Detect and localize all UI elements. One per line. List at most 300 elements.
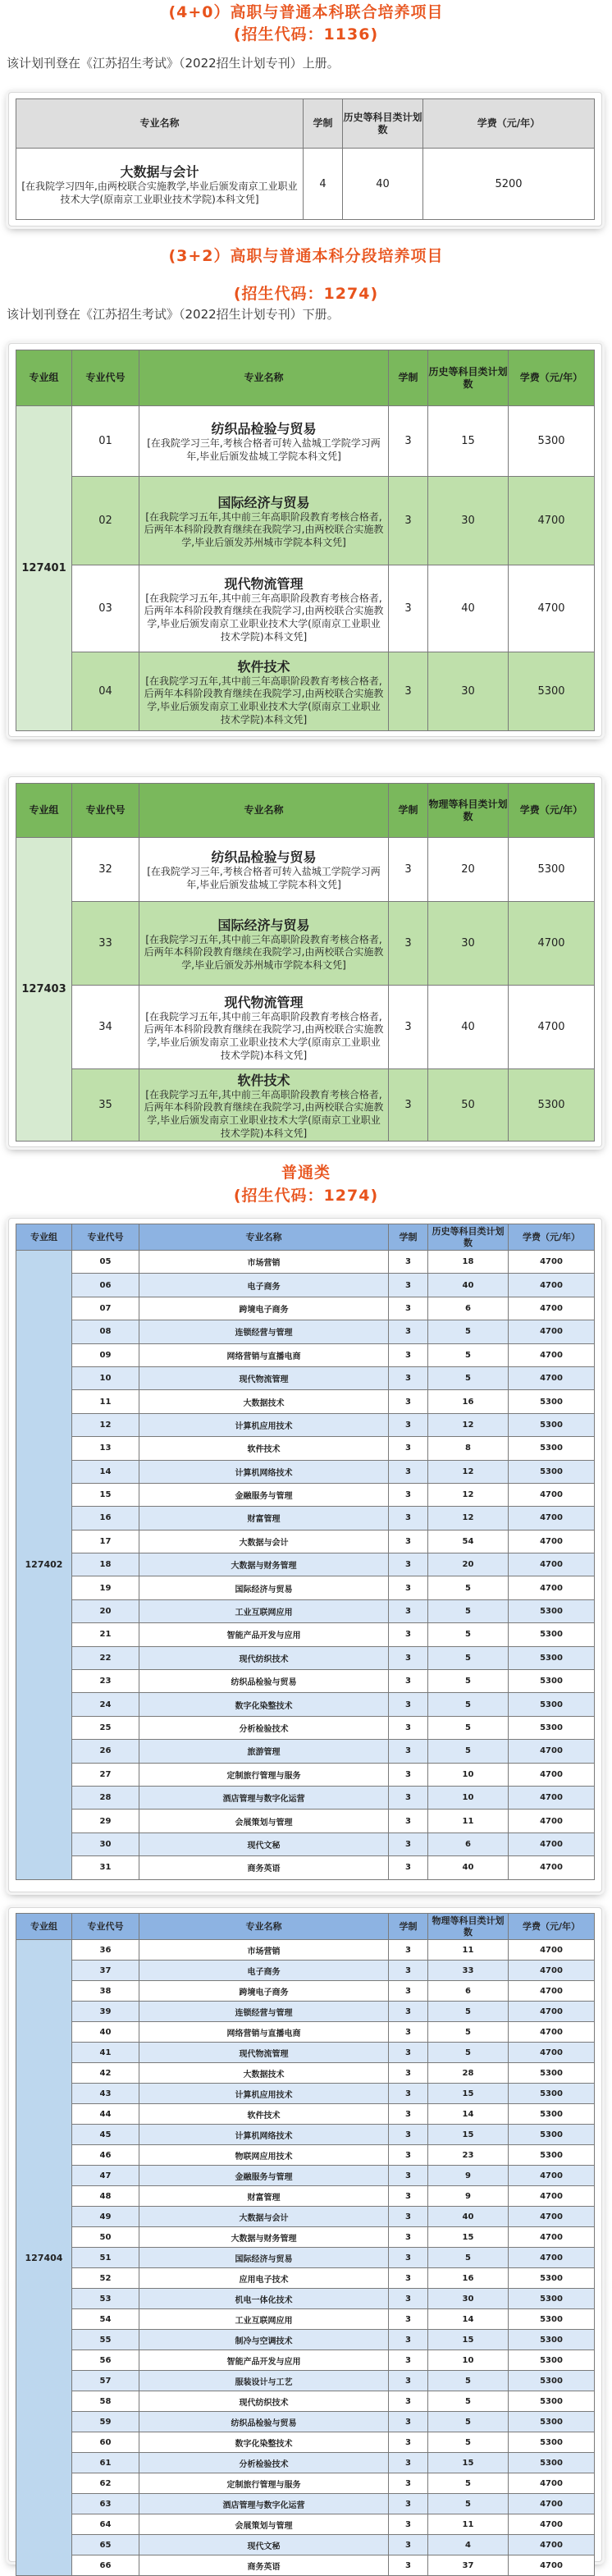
t1-header-name: 专业名称 (16, 99, 304, 149)
table5-cell-fee: 4700 (509, 2043, 595, 2063)
table4-cell-xz: 3 (389, 1274, 428, 1297)
table5-cell-xz: 3 (389, 2535, 428, 2555)
table1 (16, 98, 595, 220)
t3-code: 32 (72, 838, 139, 902)
table5-cell-xz: 3 (389, 2555, 428, 2576)
t4-header-name: 专业名称 (139, 1224, 389, 1251)
table4-cell-name: 计算机应用技术 (139, 1413, 389, 1436)
t4-header-plan: 历史等科目类计划数 (428, 1224, 509, 1251)
t3-major-name: 现代物流管理 (224, 994, 304, 1010)
table-row (16, 1366, 595, 1389)
table4-cell-code: 14 (72, 1460, 139, 1483)
table-row (16, 2022, 595, 2043)
table5-cell-name: 物联网应用技术 (139, 2145, 389, 2166)
table4-cell-fee: 4700 (509, 1507, 595, 1530)
table4-cell-plan: 20 (428, 1553, 509, 1576)
t5-header-plan: 物理等科目类计划数 (428, 1914, 509, 1940)
table5-cell-code: 66 (72, 2555, 139, 2576)
table4-cell-plan: 16 (428, 1390, 509, 1413)
table4-cell-xz: 3 (389, 1763, 428, 1786)
t2-major-name: 国际经济与贸易 (217, 494, 310, 510)
table5-cell-plan: 30 (428, 2289, 509, 2309)
t3-major-name: 软件技术 (237, 1072, 290, 1088)
table4-cell-xz: 3 (389, 1413, 428, 1436)
table5-cell-name: 纺织品检验与贸易 (139, 2412, 389, 2432)
table5-box (8, 1907, 602, 2572)
t2-code: 03 (72, 565, 139, 652)
table-row (16, 2248, 595, 2268)
table5-cell-plan: 9 (428, 2186, 509, 2207)
table4-cell-plan: 8 (428, 1437, 509, 1460)
table5-cell-code: 65 (72, 2535, 139, 2555)
t1-header-fee: 学费（元/年） (423, 99, 595, 149)
table5-cell-name: 连锁经营与管理 (139, 2002, 389, 2022)
t2-code: 04 (72, 652, 139, 731)
table4-cell-fee: 4700 (509, 1576, 595, 1599)
table5-cell-xz: 3 (389, 2207, 428, 2227)
table-row (16, 1981, 595, 2002)
table4-cell-plan: 10 (428, 1786, 509, 1809)
table5-cell-plan: 15 (428, 2330, 509, 2350)
t3-major-desc: [在我院学习三年,考核合格者可转入盐城工学院学习两年,毕业后颁发盐城工学院本科文凭] (147, 866, 381, 890)
table5-cell-name: 金融服务与管理 (139, 2166, 389, 2186)
table4-cell-xz: 3 (389, 1320, 428, 1343)
table5-cell-plan: 11 (428, 2514, 509, 2535)
table5-cell-name: 数字化染整技术 (139, 2432, 389, 2453)
table4-cell-code: 20 (72, 1599, 139, 1622)
table5-cell-code: 60 (72, 2432, 139, 2453)
table5-cell-fee: 4700 (509, 2555, 595, 2576)
table5-cell-xz: 3 (389, 2268, 428, 2289)
t2-major-desc: [在我院学习三年,考核合格者可转入盐城工学院学习两年,毕业后颁发盐城工学院本科文凭] (147, 437, 381, 462)
table4-cell-plan: 5 (428, 1343, 509, 1366)
table-row (16, 2350, 595, 2371)
table5-cell-name: 现代物流管理 (139, 2043, 389, 2063)
table2-box (8, 343, 602, 737)
table5-cell-fee: 5300 (509, 2350, 595, 2371)
table-row (16, 1810, 595, 1832)
table4-cell-plan: 5 (428, 1740, 509, 1763)
table4-cell-xz: 3 (389, 1366, 428, 1389)
t3-code: 33 (72, 902, 139, 986)
table4-cell-code: 26 (72, 1740, 139, 1763)
table4-cell-plan: 5 (428, 1366, 509, 1389)
table1-box (8, 92, 602, 226)
table3-box (8, 776, 602, 1147)
table5-cell-fee: 4700 (509, 2002, 595, 2022)
table4-cell-xz: 3 (389, 1343, 428, 1366)
table4-cell-plan: 12 (428, 1483, 509, 1506)
table5-cell-xz: 3 (389, 2514, 428, 2535)
t3-header-fee: 学费（元/年） (509, 784, 595, 838)
table-row (16, 2494, 595, 2514)
table-row (16, 2104, 595, 2125)
table4-cell-code: 17 (72, 1530, 139, 1553)
table5-cell-code: 43 (72, 2084, 139, 2104)
table5-cell-plan: 5 (428, 2248, 509, 2268)
table-row (16, 2391, 595, 2412)
table4-cell-fee: 4700 (509, 1832, 595, 1855)
table5-cell-xz: 3 (389, 2043, 428, 2063)
table-row (16, 2145, 595, 2166)
table5-cell-xz: 3 (389, 1940, 428, 1961)
t3-major-name: 国际经济与贸易 (217, 917, 310, 933)
table4-cell-code: 10 (72, 1366, 139, 1389)
table4-cell-plan: 40 (428, 1856, 509, 1879)
table5-cell-plan: 15 (428, 2125, 509, 2145)
table5-cell-name: 商务英语 (139, 2555, 389, 2576)
table4-cell-fee: 4700 (509, 1856, 595, 1879)
table4-cell-name: 大数据技术 (139, 1390, 389, 1413)
table5-cell-fee: 4700 (509, 2473, 595, 2494)
table4-cell-xz: 3 (389, 1786, 428, 1809)
table4-cell-fee: 4700 (509, 1530, 595, 1553)
table-row (16, 1716, 595, 1739)
table4-cell-fee: 4700 (509, 1251, 595, 1274)
table4-cell-code: 16 (72, 1507, 139, 1530)
table4-cell-name: 现代物流管理 (139, 1366, 389, 1389)
table5-cell-fee: 4700 (509, 2535, 595, 2555)
table5-cell-fee: 5300 (509, 2125, 595, 2145)
table5-cell-code: 46 (72, 2145, 139, 2166)
table4-cell-code: 09 (72, 1343, 139, 1366)
t2-fee: 4700 (509, 477, 595, 565)
table5-cell-plan: 4 (428, 2535, 509, 2555)
table4-cell-name: 大数据与财务管理 (139, 1553, 389, 1576)
table5-cell-plan: 28 (428, 2063, 509, 2084)
t2-major-name: 软件技术 (237, 658, 290, 675)
table4-body (16, 1251, 595, 1880)
t3-fee: 5300 (509, 1069, 595, 1142)
t2-major-cell (139, 406, 389, 477)
table5-cell-xz: 3 (389, 1981, 428, 2002)
t3-major-cell (139, 902, 389, 986)
table5-cell-fee: 5300 (509, 2104, 595, 2125)
table4-cell-code: 07 (72, 1297, 139, 1320)
table-row (16, 1856, 595, 1879)
t3-fee: 4700 (509, 902, 595, 986)
table4-cell-name: 大数据与会计 (139, 1530, 389, 1553)
table5-cell-plan: 6 (428, 1981, 509, 2002)
table4-cell-code: 22 (72, 1646, 139, 1669)
table5-cell-name: 大数据技术 (139, 2063, 389, 2084)
table4-cell-plan: 5 (428, 1670, 509, 1693)
table4-cell-fee: 4700 (509, 1740, 595, 1763)
table5-cell-fee: 5300 (509, 2063, 595, 2084)
t3-header-name: 专业名称 (139, 784, 389, 838)
table-row (16, 1786, 595, 1809)
table5-cell-plan: 14 (428, 2309, 509, 2330)
table-row (16, 1576, 595, 1599)
table-row (16, 1763, 595, 1786)
table4-cell-xz: 3 (389, 1832, 428, 1855)
t2-xz: 3 (389, 565, 428, 652)
table5-cell-fee: 4700 (509, 2248, 595, 2268)
table4-cell-plan: 5 (428, 1576, 509, 1599)
t1-plan: 40 (343, 149, 423, 220)
table4-cell-plan: 11 (428, 1810, 509, 1832)
table5-cell-code: 63 (72, 2494, 139, 2514)
t2-fee: 5300 (509, 406, 595, 477)
t3-header-group: 专业组 (16, 784, 72, 838)
table5-cell-plan: 15 (428, 2453, 509, 2473)
table4-cell-fee: 4700 (509, 1343, 595, 1366)
table-row (16, 1343, 595, 1366)
table4-group: 127402 (16, 1251, 72, 1880)
table4-cell-xz: 3 (389, 1740, 428, 1763)
t2-code: 02 (72, 477, 139, 565)
t3-plan: 20 (428, 838, 509, 902)
t3-header-plan: 物理等科目类计划数 (428, 784, 509, 838)
table-row (16, 2063, 595, 2084)
table5-cell-xz: 3 (389, 2391, 428, 2412)
table5-cell-name: 大数据与财务管理 (139, 2227, 389, 2248)
t2-header-fee: 学费（元/年） (509, 350, 595, 406)
table5-cell-fee: 5300 (509, 2268, 595, 2289)
t2-plan: 15 (428, 406, 509, 477)
table5-cell-fee: 5300 (509, 2432, 595, 2453)
table5-cell-xz: 3 (389, 2412, 428, 2432)
table5-cell-name: 现代纺织技术 (139, 2391, 389, 2412)
table-row (16, 1670, 595, 1693)
table5-cell-xz: 3 (389, 2289, 428, 2309)
t2-major-desc: [在我院学习五年,其中前三年高职阶段教育考核合格者,后两年本科阶段教育继续在我院学习,由两校联合实施教学,毕业后颁发南京工业职业技术大学(原南京工业职业技术学院)本科文凭] (144, 675, 384, 725)
t2-plan: 40 (428, 565, 509, 652)
table4-cell-fee: 4700 (509, 1810, 595, 1832)
table4-cell-plan: 10 (428, 1763, 509, 1786)
table5-cell-xz: 3 (389, 2371, 428, 2391)
table5-cell-fee: 4700 (509, 2186, 595, 2207)
table5-cell-name: 跨境电子商务 (139, 1981, 389, 2002)
table5-cell-code: 45 (72, 2125, 139, 2145)
table4-cell-xz: 3 (389, 1646, 428, 1669)
section2-code: (招生代码：1274) (233, 285, 379, 303)
table4-box (8, 1218, 602, 1892)
table5-cell-code: 44 (72, 2104, 139, 2125)
table5-cell-xz: 3 (389, 2063, 428, 2084)
t3-plan: 40 (428, 986, 509, 1069)
table-row (16, 2043, 595, 2063)
table4-cell-plan: 6 (428, 1832, 509, 1855)
table5-cell-fee: 5300 (509, 2412, 595, 2432)
table5-cell-plan: 16 (428, 2268, 509, 2289)
table-row (16, 2432, 595, 2453)
table5-cell-name: 现代文秘 (139, 2535, 389, 2555)
table5-cell-plan: 5 (428, 2371, 509, 2391)
table4-cell-name: 国际经济与贸易 (139, 1576, 389, 1599)
table5-cell-code: 64 (72, 2514, 139, 2535)
table5-cell-name: 网络营销与直播电商 (139, 2022, 389, 2043)
table5-cell-code: 39 (72, 2002, 139, 2022)
table4-cell-fee: 5300 (509, 1390, 595, 1413)
table5-cell-fee: 4700 (509, 2207, 595, 2227)
table4-cell-name: 市场营销 (139, 1251, 389, 1274)
table4-cell-xz: 3 (389, 1576, 428, 1599)
t3-major-name: 纺织品检验与贸易 (211, 849, 317, 866)
table4-cell-code: 25 (72, 1716, 139, 1739)
table5-cell-plan: 14 (428, 2104, 509, 2125)
table4-cell-plan: 5 (428, 1320, 509, 1343)
t3-major-desc: [在我院学习五年,其中前三年高职阶段教育考核合格者,后两年本科阶段教育继续在我院学习,由两校联合实施教学,毕业后颁发苏州城市学院本科文凭] (144, 933, 384, 971)
t2-fee: 5300 (509, 652, 595, 731)
table4-cell-name: 纺织品检验与贸易 (139, 1670, 389, 1693)
table-row (16, 2371, 595, 2391)
table4-cell-xz: 3 (389, 1437, 428, 1460)
t2-plan: 30 (428, 652, 509, 731)
table-row (16, 2227, 595, 2248)
table4-cell-plan: 5 (428, 1623, 509, 1646)
table4-cell-plan: 5 (428, 1716, 509, 1739)
table4-cell-name: 电子商务 (139, 1274, 389, 1297)
table-row (16, 2166, 595, 2186)
table5-cell-plan: 23 (428, 2145, 509, 2166)
t2-header-group: 专业组 (16, 350, 72, 406)
t2-xz: 3 (389, 477, 428, 565)
table4-cell-plan: 12 (428, 1460, 509, 1483)
table4-cell-plan: 54 (428, 1530, 509, 1553)
table4-cell-name: 工业互联网应用 (139, 1599, 389, 1622)
t3-code: 35 (72, 1069, 139, 1142)
t3-major-desc: [在我院学习五年,其中前三年高职阶段教育考核合格者,后两年本科阶段教育继续在我院学习,由两校联合实施教学,毕业后颁发南京工业职业技术大学(原南京工业职业技术学院)本科文凭] (144, 1088, 384, 1139)
table5-cell-code: 52 (72, 2268, 139, 2289)
table4-cell-fee: 5300 (509, 1460, 595, 1483)
table-row (16, 2555, 595, 2576)
table4-cell-code: 18 (72, 1553, 139, 1576)
table5-cell-code: 57 (72, 2371, 139, 2391)
table4-cell-name: 软件技术 (139, 1437, 389, 1460)
t3-xz: 3 (389, 986, 428, 1069)
table5-cell-plan: 5 (428, 2022, 509, 2043)
table5-cell-plan: 5 (428, 2432, 509, 2453)
t3-fee: 4700 (509, 986, 595, 1069)
table4-cell-fee: 4700 (509, 1366, 595, 1389)
table5-cell-plan: 15 (428, 2227, 509, 2248)
section2-note: 该计划刊登在《江苏招生考试》（2022招生计划专刊）下册。 (7, 307, 340, 322)
table-row (16, 1940, 595, 1961)
t4-header-fee: 学费（元/年） (509, 1224, 595, 1251)
table5-cell-xz: 3 (389, 2166, 428, 2186)
t1-fee: 5200 (423, 149, 595, 220)
table5-cell-plan: 11 (428, 1940, 509, 1961)
table4-cell-xz: 3 (389, 1623, 428, 1646)
table-row (16, 2186, 595, 2207)
table4-cell-xz: 3 (389, 1251, 428, 1274)
table5-cell-plan: 5 (428, 2043, 509, 2063)
table2 (16, 350, 595, 731)
t5-header-group: 专业组 (16, 1914, 72, 1940)
table5-cell-fee: 4700 (509, 2494, 595, 2514)
table5-cell-plan: 33 (428, 1961, 509, 1981)
table-row (16, 2002, 595, 2022)
t1-header-xz: 学制 (304, 99, 343, 149)
table5-cell-code: 58 (72, 2391, 139, 2412)
table-row (16, 2207, 595, 2227)
table4-cell-code: 23 (72, 1670, 139, 1693)
table4-cell-code: 12 (72, 1413, 139, 1436)
t2-xz: 3 (389, 406, 428, 477)
t1-xz: 4 (304, 149, 343, 220)
table-row (16, 2453, 595, 2473)
t5-header-fee: 学费（元/年） (509, 1914, 595, 1940)
t1-major-cell (16, 149, 304, 220)
table5-cell-name: 会展策划与管理 (139, 2514, 389, 2535)
table4-cell-name: 分析检验技术 (139, 1716, 389, 1739)
table5-cell-name: 软件技术 (139, 2104, 389, 2125)
table4-cell-code: 28 (72, 1786, 139, 1809)
table5-cell-code: 51 (72, 2248, 139, 2268)
table4-cell-code: 13 (72, 1437, 139, 1460)
table4-cell-fee: 5300 (509, 1437, 595, 1460)
section1-title: (4+0）高职与普通本科联合培养项目 (168, 3, 444, 21)
table5-cell-xz: 3 (389, 2084, 428, 2104)
table5-cell-xz: 3 (389, 2453, 428, 2473)
table4-cell-xz: 3 (389, 1297, 428, 1320)
table-row (16, 1623, 595, 1646)
table5-cell-name: 分析检验技术 (139, 2453, 389, 2473)
table5-cell-fee: 5300 (509, 2084, 595, 2104)
table5-cell-code: 38 (72, 1981, 139, 2002)
t5-header-name: 专业名称 (139, 1914, 389, 1940)
table5-cell-plan: 5 (428, 2002, 509, 2022)
table4-cell-plan: 5 (428, 1693, 509, 1716)
table5 (16, 1913, 595, 2576)
section3-title: 普通类 (281, 1164, 331, 1182)
table4-cell-fee: 5300 (509, 1670, 595, 1693)
table4-cell-code: 05 (72, 1251, 139, 1274)
t3-plan: 30 (428, 902, 509, 986)
table5-cell-code: 54 (72, 2309, 139, 2330)
table4-cell-fee: 4700 (509, 1553, 595, 1576)
table4-cell-xz: 3 (389, 1693, 428, 1716)
table5-cell-fee: 5300 (509, 2289, 595, 2309)
table5-group: 127404 (16, 1940, 72, 2576)
table5-cell-name: 电子商务 (139, 1961, 389, 1981)
table5-cell-fee: 5300 (509, 2453, 595, 2473)
t2-plan: 30 (428, 477, 509, 565)
table5-cell-xz: 3 (389, 2309, 428, 2330)
table4-cell-code: 24 (72, 1693, 139, 1716)
table5-body (16, 1940, 595, 2576)
table4-cell-fee: 4700 (509, 1274, 595, 1297)
table5-cell-fee: 5300 (509, 2309, 595, 2330)
t3-group: 127403 (16, 838, 72, 1142)
table5-cell-code: 47 (72, 2166, 139, 2186)
table-row (16, 1832, 595, 1855)
table4-cell-xz: 3 (389, 1390, 428, 1413)
table-row (16, 2514, 595, 2535)
t2-header-plan: 历史等科目类计划数 (428, 350, 509, 406)
table4-cell-name: 会展策划与管理 (139, 1810, 389, 1832)
table5-cell-plan: 9 (428, 2166, 509, 2186)
table4-cell-code: 06 (72, 1274, 139, 1297)
table4-cell-plan: 18 (428, 1251, 509, 1274)
table4-cell-name: 跨境电子商务 (139, 1297, 389, 1320)
table4-cell-code: 19 (72, 1576, 139, 1599)
table-row (16, 2330, 595, 2350)
t2-major-cell (139, 477, 389, 565)
table-row (16, 2084, 595, 2104)
table5-cell-fee: 4700 (509, 1981, 595, 2002)
table5-cell-name: 服装设计与工艺 (139, 2371, 389, 2391)
table4-cell-name: 网络营销与直播电商 (139, 1343, 389, 1366)
table4-cell-name: 连锁经营与管理 (139, 1320, 389, 1343)
table5-cell-name: 酒店管理与数字化运营 (139, 2494, 389, 2514)
t3-major-desc: [在我院学习五年,其中前三年高职阶段教育考核合格者,后两年本科阶段教育继续在我院学习,由两校联合实施教学,毕业后颁发南京工业职业技术大学(原南京工业职业技术学院)本科文凭] (144, 1010, 384, 1061)
table5-cell-plan: 40 (428, 2207, 509, 2227)
t3-xz: 3 (389, 838, 428, 902)
t3-header-code: 专业代号 (72, 784, 139, 838)
table5-cell-plan: 10 (428, 2350, 509, 2371)
